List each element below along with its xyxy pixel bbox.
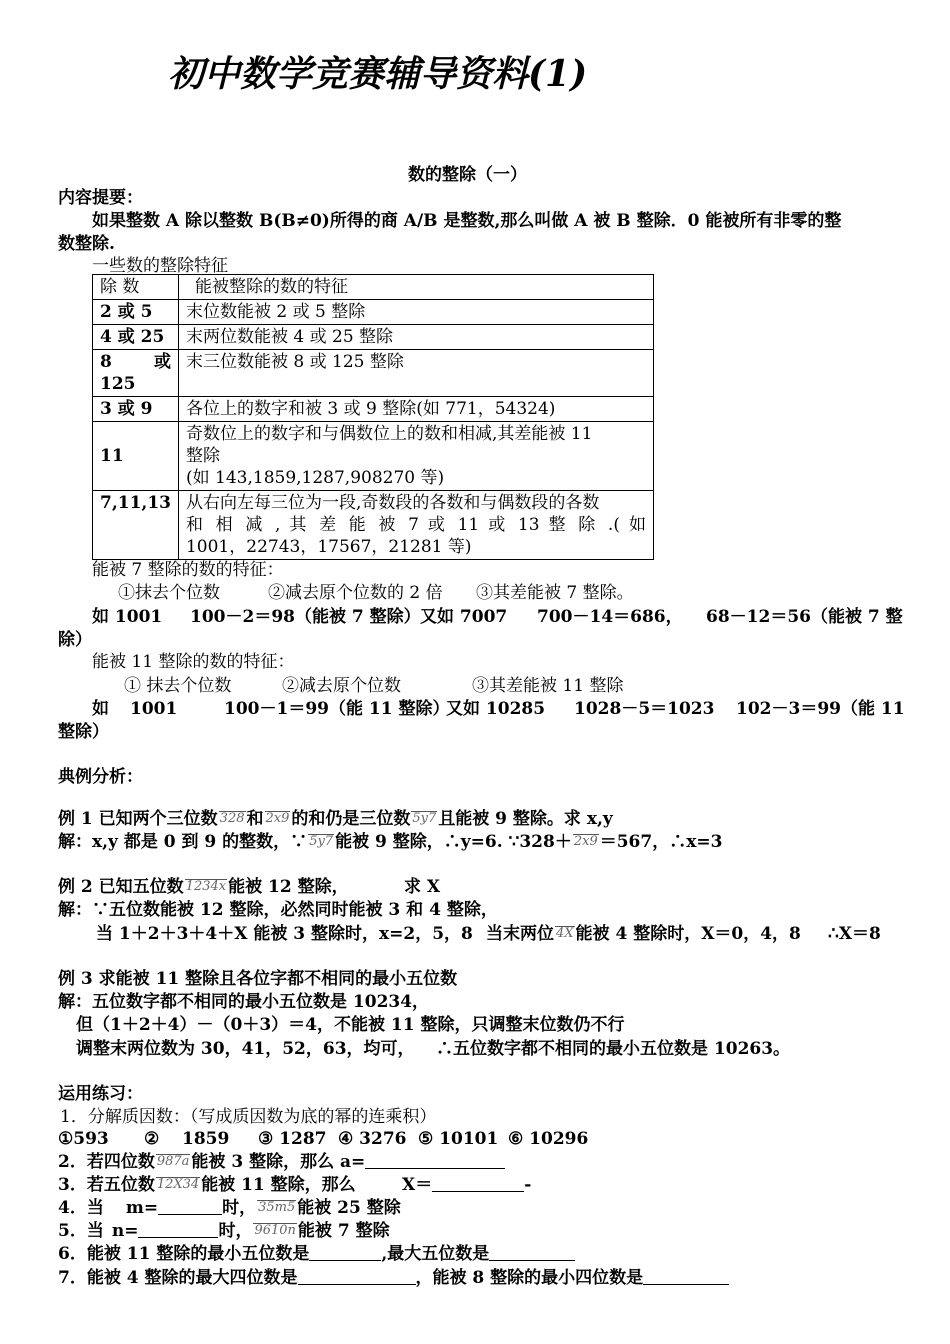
text-run: 和 — [246, 809, 264, 829]
example-2-solution-2a: 当 1＋2＋3＋4＋X 能被 3 整除时，x=2，5，8 — [96, 924, 473, 944]
practice-item-4 — [58, 1197, 401, 1219]
feature-cell: 末位数能被 2 或 5 整除 — [178, 300, 653, 325]
practice-1-item: ①593 — [58, 1129, 109, 1149]
divisor-cell: 11 — [93, 422, 179, 491]
feature-line: 1001，22743，17567，21281 等) — [185, 537, 472, 557]
section-subtitle: 数的整除（一） — [408, 165, 527, 185]
table-header-row — [93, 275, 654, 300]
text-run: X＝ — [402, 1175, 433, 1195]
text-run: 能被 4 整除时，X＝0，4，8 — [575, 924, 801, 944]
div7-example-e: 68－12＝56（能被 7 整 — [706, 607, 903, 627]
practice-item-5 — [58, 1220, 390, 1242]
example-3-solution-1: 解：五位数字都不相同的最小五位数是 10234， — [58, 992, 430, 1012]
text-run: 的和仍是三位数 — [291, 809, 411, 829]
practice-item-1: 1．分解质因数：（写成质因数为底的幂的连乘积） — [60, 1107, 437, 1127]
overline-number: 2x9 — [265, 811, 290, 826]
div7-step-3: ③其差能被 7 整除。 — [476, 583, 634, 603]
practice-1-item: ② — [144, 1129, 160, 1149]
answer-blank[interactable] — [432, 1175, 524, 1192]
definition-line-1: 如果整数 A 除以整数 B(B≠0)所得的商 A/B 是整数,那么叫做 A 被 B 整除．0 能被所有非零的整 — [92, 211, 842, 231]
text-run: 能被 11 整除，那么 — [201, 1175, 356, 1195]
practice-1-item: ④ 3276 — [338, 1129, 407, 1149]
div7-step-2: ②减去原个位数的 2 倍 — [268, 583, 443, 603]
div11-example-wrap: 整除） — [58, 722, 109, 742]
text-run: n= — [111, 1221, 139, 1241]
text-run: 3．若五位数 — [58, 1175, 155, 1195]
table-row — [93, 325, 654, 350]
practice-1-item: ③ 1287 — [258, 1129, 327, 1149]
div11-heading: 能被 11 整除的数的特征： — [92, 652, 295, 672]
table-row — [93, 491, 654, 560]
practice-1-item: 1859 — [182, 1129, 230, 1149]
feature-cell — [178, 491, 653, 560]
example-3-solution-3: 调整末两位数为 30，41，52，63，均可， — [76, 1039, 415, 1059]
overline-number: 987a — [156, 1154, 190, 1169]
page-title: 初中数学竞赛辅导资料(1) — [168, 53, 588, 95]
overline-number: 4X — [556, 926, 574, 941]
div11-example-d: 又如 10285 — [446, 699, 546, 719]
text-run: m= — [125, 1198, 159, 1218]
overline-number: 2x9 — [573, 834, 598, 849]
practice-item-3 — [58, 1174, 356, 1196]
text-run: ,最大五位数是 — [381, 1244, 490, 1264]
example-1-question — [58, 808, 613, 830]
feature-cell — [178, 422, 653, 491]
divisibility-table — [92, 274, 654, 560]
text-run: 能被 9 整除，∴y=6. ∵328＋ — [335, 832, 572, 852]
div11-example-e: 1028－5＝1023 — [574, 699, 715, 719]
feature-line: 奇数位上的数字和与偶数位上的数和相减,其差能被 11 — [185, 424, 593, 444]
table-caption: 一些数的整除特征 — [92, 256, 228, 276]
div11-example-b: 1001 — [130, 699, 178, 719]
div11-step-1: ① 抹去个位数 — [124, 676, 232, 696]
answer-blank[interactable] — [489, 1244, 575, 1261]
div11-example-a: 如 — [92, 699, 109, 719]
div11-example-f: 102－3＝99（能 11 — [736, 699, 905, 719]
feature-cell: 末两位数能被 4 或 25 整除 — [178, 325, 653, 350]
header-feature: 能被整除的数的特征 — [178, 275, 653, 300]
divisor-cell: 4 或 25 — [93, 325, 179, 350]
text-run: 5．当 — [58, 1221, 104, 1241]
example-3-solution-2: 但（1＋2＋4）－（0＋3）＝4，不能被 11 整除，只调整末位数仍不行 — [76, 1015, 625, 1035]
divisor-cell: 8 或 125 — [93, 350, 179, 397]
text-run: 例 2 已知五位数 — [58, 877, 184, 897]
text-run: 6．能被 11 整除的最小五位数是 — [58, 1244, 310, 1264]
table-row — [93, 300, 654, 325]
example-3-question: 例 3 求能被 11 整除且各位字都不相同的最小五位数 — [58, 969, 458, 989]
answer-blank[interactable] — [643, 1268, 729, 1285]
example-3-conclusion: ∴五位数字都不相同的最小五位数是 10263。 — [436, 1039, 791, 1059]
text-run: 2．若四位数 — [58, 1152, 155, 1172]
text-run: 当末两位 — [486, 924, 554, 944]
feature-line: 和 相 减 , 其 差 能 被 7 或 11 或 13 整 除 .( 如 — [185, 515, 646, 535]
example-2-conclusion: ∴X＝8 — [828, 924, 881, 944]
div7-example-wrap: 除） — [58, 630, 92, 650]
text-run: 且能被 9 整除。求 x,y — [438, 809, 613, 829]
text-run: 能被 25 整除 — [297, 1198, 401, 1218]
div7-heading: 能被 7 整除的数的特征： — [92, 560, 284, 580]
answer-blank[interactable] — [138, 1221, 218, 1238]
text-run: 能被 7 整除 — [297, 1221, 390, 1241]
definition-line-2: 数整除. — [58, 234, 115, 254]
div7-example-d: 700－14＝686， — [537, 607, 683, 627]
text-run: 7．能被 4 整除的最大四位数是 — [58, 1268, 298, 1288]
answer-blank[interactable] — [158, 1198, 222, 1215]
header-divisor: 除 数 — [93, 275, 179, 300]
feature-cell: 末三位数能被 8 或 125 整除 — [178, 350, 653, 397]
text-run: 能被 3 整除，那么 a= — [191, 1152, 366, 1172]
analysis-heading: 典例分析： — [58, 767, 143, 787]
div7-example-a: 如 1001 — [92, 607, 163, 627]
answer-blank[interactable] — [309, 1244, 381, 1261]
example-2-ask: 求 X — [404, 877, 441, 897]
overline-number: 12X34 — [156, 1177, 200, 1192]
div11-step-3: ③其差能被 11 整除 — [472, 676, 624, 696]
div11-example-c: 100－1＝99（能 11 整除） — [224, 699, 450, 719]
text-run: - — [524, 1175, 532, 1195]
example-2-solution-2b — [486, 923, 801, 945]
practice-1-item: ⑥ 10296 — [508, 1129, 589, 1149]
feature-line: 从右向左每三位为一段,奇数段的各数和与偶数段的各数 — [185, 493, 600, 513]
example-2-solution-1: 解：∵五位数能被 12 整除，必然同时能被 3 和 4 整除， — [58, 900, 498, 920]
divisor-cell: 2 或 5 — [93, 300, 179, 325]
text-run: 解：x,y 都是 0 到 9 的整数，∵ — [58, 832, 308, 852]
div7-example-b: 100－2＝98（能被 7 整除） — [190, 607, 421, 627]
feature-line: (如 143,1859,1287,908270 等) — [185, 468, 445, 488]
div7-example-c: 又如 7007 — [420, 607, 508, 627]
table-row — [93, 350, 654, 397]
overline-number: 5y7 — [309, 834, 334, 849]
text-run: 时， — [222, 1198, 257, 1218]
overline-number: 1234x — [185, 879, 227, 894]
practice-item-7 — [58, 1267, 729, 1289]
text-run: ＝567，∴x=3 — [599, 832, 723, 852]
divisor-cell: 3 或 9 — [93, 397, 179, 422]
overline-number: 35m5 — [258, 1200, 296, 1215]
practice-heading: 运用练习： — [58, 1084, 143, 1104]
answer-blank[interactable] — [298, 1268, 416, 1285]
answer-blank[interactable] — [365, 1152, 505, 1169]
overline-number: 5y7 — [412, 811, 437, 826]
summary-heading: 内容提要： — [58, 188, 143, 208]
practice-item-2 — [58, 1151, 505, 1173]
text-run: 能被 12 整除， — [228, 877, 349, 897]
practice-item-6 — [58, 1243, 575, 1265]
feature-line: 整除 — [185, 446, 220, 466]
text-run: 4．当 — [58, 1198, 104, 1218]
div7-step-1: ①抹去个位数 — [118, 583, 220, 603]
divisor-cell: 7,11,13 — [93, 491, 179, 560]
overline-number: 328 — [219, 811, 245, 826]
example-2-question — [58, 876, 349, 898]
text-run: 时， — [218, 1221, 253, 1241]
text-run: ，能被 8 整除的最小四位数是 — [415, 1268, 644, 1288]
table-row — [93, 397, 654, 422]
table-row — [93, 422, 654, 491]
overline-number: 9610n — [254, 1223, 296, 1238]
div11-step-2: ②减去原个位数 — [282, 676, 401, 696]
practice-item-3-answer — [402, 1174, 531, 1196]
practice-1-item: ⑤ 10101 — [418, 1129, 499, 1149]
text-run: 例 1 已知两个三位数 — [58, 809, 218, 829]
feature-cell: 各位上的数字和被 3 或 9 整除(如 771，54324) — [178, 397, 653, 422]
example-1-solution — [58, 831, 722, 853]
